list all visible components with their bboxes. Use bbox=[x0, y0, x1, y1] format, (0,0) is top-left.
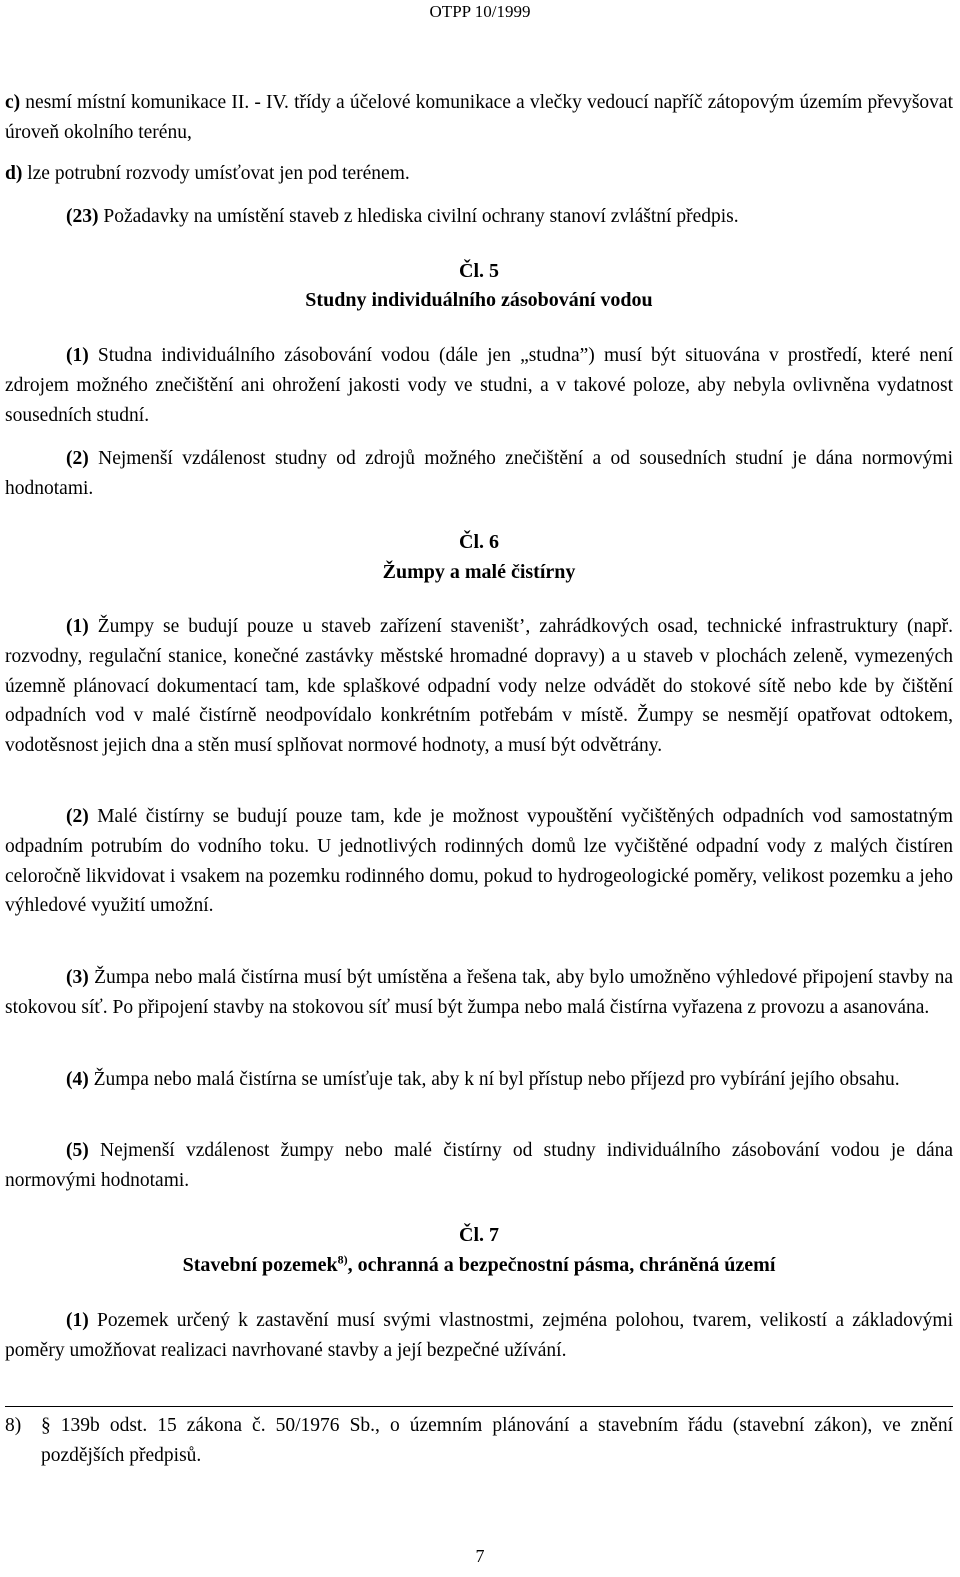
article-6-paragraph-2 bbox=[5, 802, 953, 921]
article-6-number: Čl. 6 bbox=[459, 531, 499, 553]
paragraph-23-mark: (23) bbox=[66, 206, 99, 227]
article-6-paragraph-2-mark: (2) bbox=[66, 806, 89, 827]
article-7-paragraph-1-mark: (1) bbox=[66, 1310, 89, 1331]
footnote-mark: 8) bbox=[5, 1415, 22, 1436]
running-header: OTPP 10/1999 bbox=[429, 2, 531, 21]
article-6-paragraph-3-mark: (3) bbox=[66, 967, 89, 988]
article-5-paragraph-1-text: Studna individuálního zásobování vodou (dále jen „studna”) musí být situována v prostředí, které není zdrojem možného znečištění ani ohrožení jakosti vody ve studni, a v takové poloze, aby nebyla ovlivněna vydatnost sousedních studní. bbox=[5, 345, 953, 426]
footnote-text: § 139b odst. 15 zákona č. 50/1976 Sb., o územním plánování a stavebním řádu (stavební zákon), ve znění pozdějších předpisů. bbox=[41, 1415, 953, 1466]
item-c-text: nesmí místní komunikace II. - IV. třídy a účelové komunikace a vlečky vedoucí napříč zátopovým územím převyšovat úroveň okolního terénu, bbox=[5, 92, 953, 143]
article-6-paragraph-4-text: Žumpa nebo malá čistírna se umísťuje tak, aby k ní byl přístup nebo příjezd pro vybírání jejího obsahu. bbox=[88, 1069, 900, 1090]
article-6-paragraph-1-mark: (1) bbox=[66, 616, 89, 637]
item-d bbox=[5, 159, 953, 189]
footnote bbox=[5, 1411, 953, 1471]
item-c bbox=[5, 88, 953, 148]
article-5-number: Čl. 5 bbox=[459, 260, 499, 282]
article-6-paragraph-4-mark: (4) bbox=[66, 1069, 89, 1090]
article-6-paragraph-5 bbox=[5, 1136, 953, 1196]
article-7-paragraph-1-text: Pozemek určený k zastavění musí svými vlastnostmi, zejména polohou, tvarem, velikostí a základovými poměry umožňovat realizaci navrhované stavby a její bezpečné užívání. bbox=[5, 1310, 953, 1361]
article-6-paragraph-5-mark: (5) bbox=[66, 1140, 89, 1161]
article-7-title-rest: , ochranná a bezpečnostní pásma, chráněná území bbox=[347, 1254, 776, 1276]
article-6-paragraph-1-text: Žumpy se budují pouze u staveb zařízení staveništ’, zahrádkových osad, technické infrastruktury (např. rozvodny, regulační stanice, konečné zastávky městské hromadné dopravy) a u staveb v plochách zeleně, vymezených územně plánovací dokumentací tam, kde splaškové odpadní vody nelze odvádět do stokové sítě nebo kde by čištění odpadních vod v malé čistírně neodpovídalo konkrétním potřebám v místě. Žumpy se nesmějí opatřovat odtokem, vodotěsnost jejich dna a stěn musí splňovat normové hodnoty, a musí být odvětrány. bbox=[5, 616, 953, 757]
paragraph-23 bbox=[5, 202, 953, 232]
article-5-paragraph-2 bbox=[5, 444, 953, 504]
article-6-paragraph-3-text: Žumpa nebo malá čistírna musí být umístěna a řešena tak, aby bylo umožněno výhledové připojení stavby na stokovou síť. Po připojení stavby na stokovou síť musí být žumpa nebo malá čistírna vyřazena z provozu a asanována. bbox=[5, 967, 953, 1018]
article-6-title: Žumpy a malé čistírny bbox=[382, 561, 576, 583]
article-6-paragraph-3 bbox=[5, 963, 953, 1023]
paragraph-23-text: Požadavky na umístění staveb z hlediska civilní ochrany stanoví zvláštní předpis. bbox=[98, 206, 739, 227]
footnote-reference: 8) bbox=[337, 1252, 348, 1267]
article-7-number: Čl. 7 bbox=[459, 1224, 499, 1246]
article-5-title: Studny individuálního zásobování vodou bbox=[305, 289, 653, 311]
article-6-paragraph-1 bbox=[5, 612, 953, 761]
item-d-text: lze potrubní rozvody umísťovat jen pod terénem. bbox=[22, 163, 410, 184]
article-7-title-main: Stavební pozemek bbox=[182, 1254, 338, 1276]
article-5-paragraph-2-mark: (2) bbox=[66, 448, 89, 469]
article-5-paragraph-2-text: Nejmenší vzdálenost studny od zdrojů možného znečištění a od sousedních studní je dána normovými hodnotami. bbox=[5, 448, 953, 499]
page-number: 7 bbox=[475, 1546, 485, 1566]
article-7-title bbox=[5, 1250, 953, 1280]
article-7-paragraph-1 bbox=[5, 1306, 953, 1366]
article-5-paragraph-1 bbox=[5, 341, 953, 430]
article-6-paragraph-5-text: Nejmenší vzdálenost žumpy nebo malé čistírny od studny individuálního zásobování vodou je dána normovými hodnotami. bbox=[5, 1140, 953, 1191]
footnote-divider bbox=[5, 1406, 953, 1407]
item-c-mark: c) bbox=[5, 92, 21, 113]
article-6-paragraph-2-text: Malé čistírny se budují pouze tam, kde je možnost vypouštění vyčištěných odpadních vod samostatným odpadním potrubím do vodního toku. U jednotlivých rodinných domů lze vyčištěné odpadní vody z malých čistíren celoročně likvidovat i vsakem na pozemku rodinného domu, pokud to hydrogeologické poměry, velikost pozemku a jeho výhledové využití umožní. bbox=[5, 806, 953, 917]
item-d-mark: d) bbox=[5, 163, 23, 184]
article-5-paragraph-1-mark: (1) bbox=[66, 345, 89, 366]
article-6-paragraph-4 bbox=[5, 1065, 953, 1095]
